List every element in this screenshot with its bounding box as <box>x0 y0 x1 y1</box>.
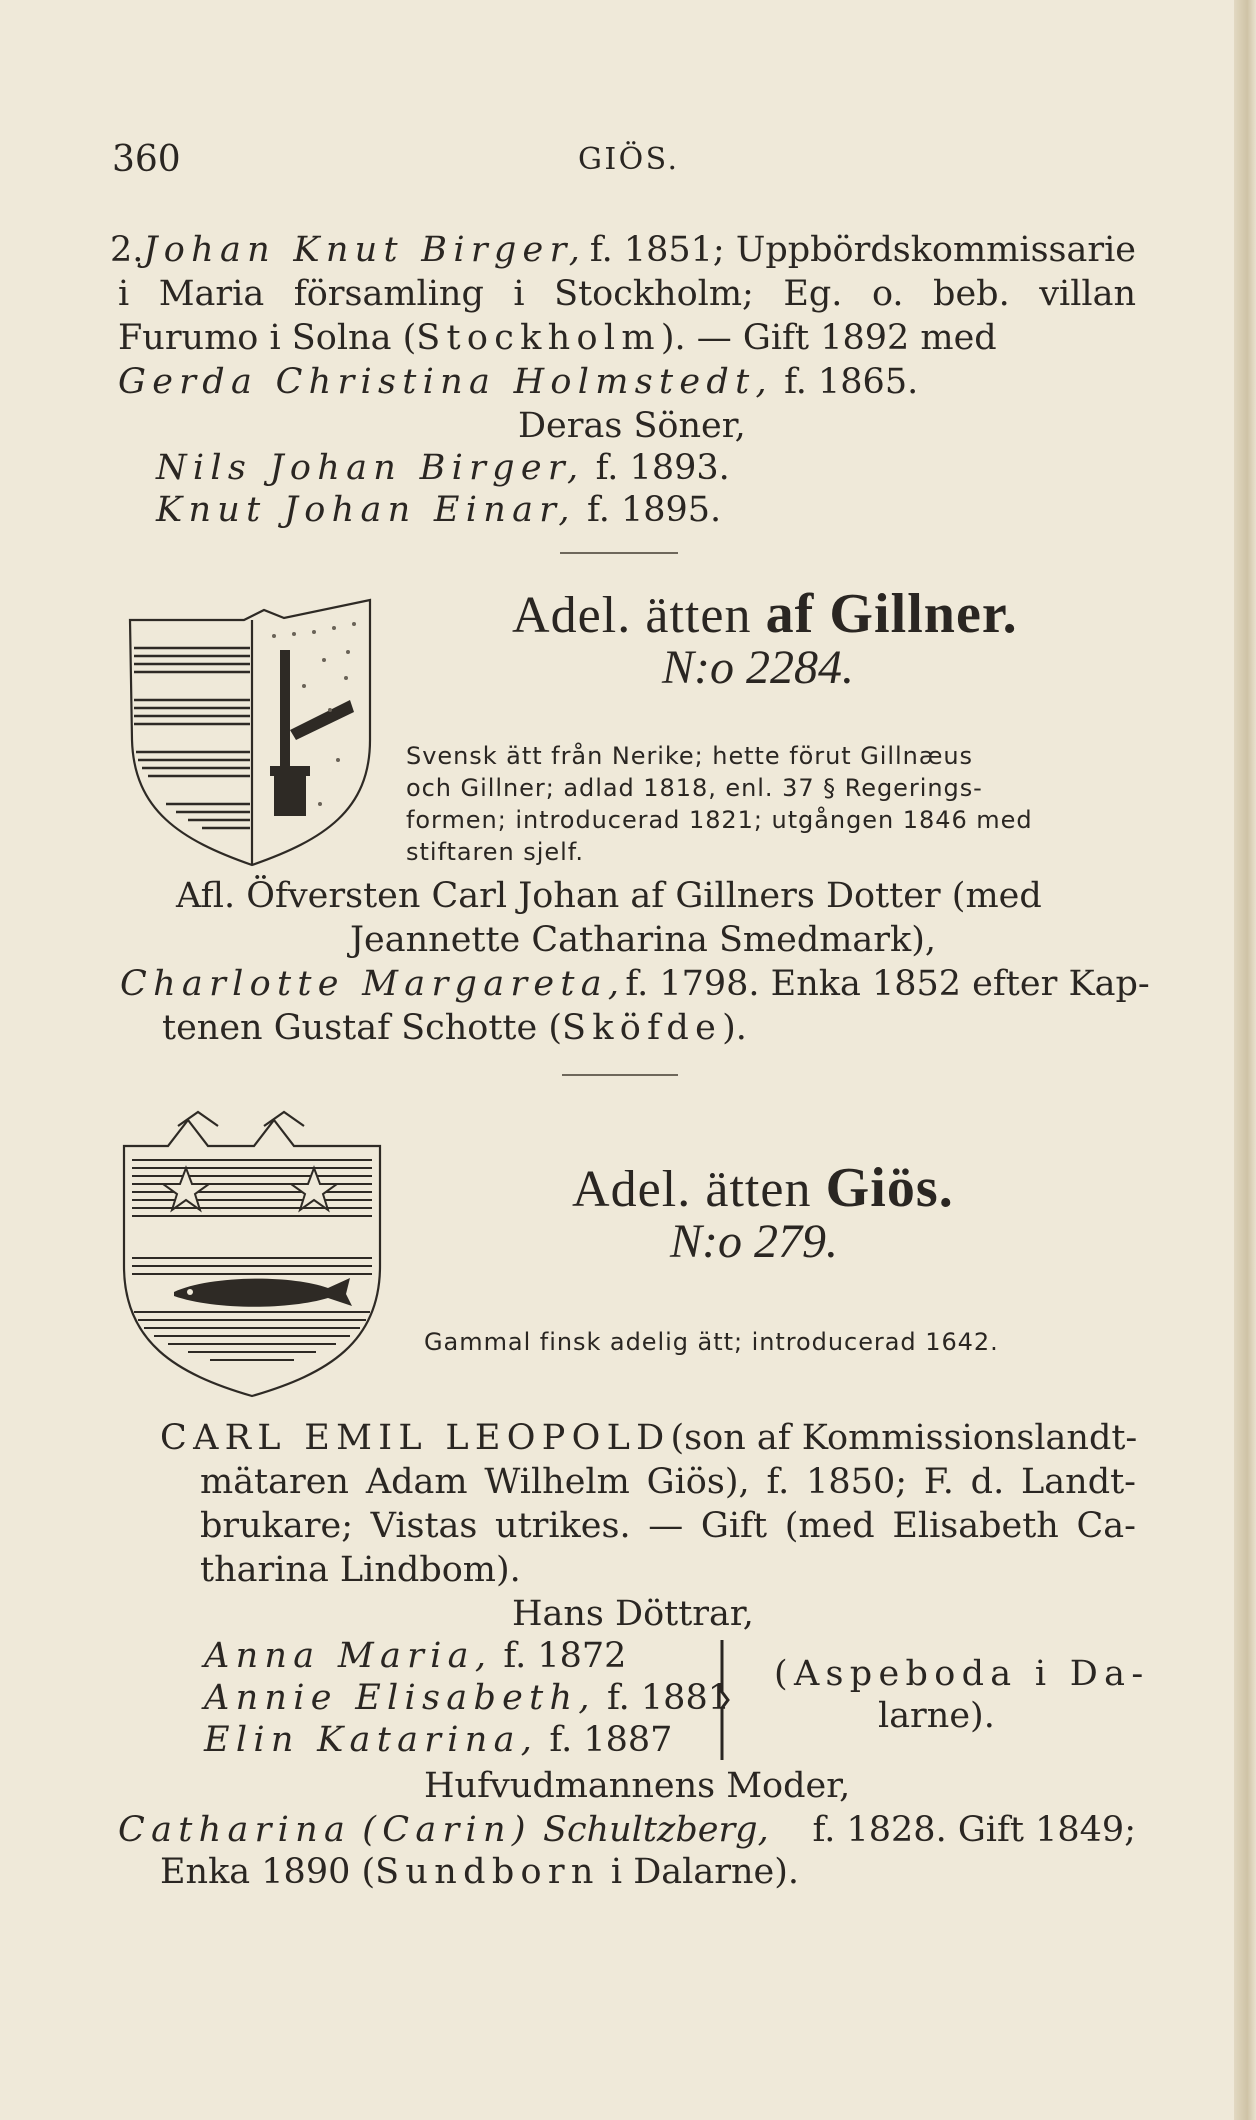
mother-line-1-rest: f. 1828. Gift 1849; <box>812 1810 1136 1850</box>
son-1 <box>156 446 730 490</box>
gios-coat-of-arms <box>118 1106 386 1406</box>
entry-number: 2. <box>110 230 144 270</box>
wife-born: f. 1865. <box>784 362 919 402</box>
gillner-title <box>512 582 1018 646</box>
gillner-desc-3: formen; introducerad 1821; utgången 1846 med <box>406 806 1033 834</box>
son-2-name: Knut Johan Einar, <box>156 490 576 530</box>
carl-name: CARL EMIL LEOPOLD <box>160 1418 671 1458</box>
mother-nickname: (Carin) <box>362 1810 532 1850</box>
gillner-afl-4-a: tenen Gustaf Schotte ( <box>162 1008 562 1048</box>
gios-title-name: Giös. <box>825 1157 954 1219</box>
johan-line-4 <box>118 360 918 404</box>
page-number: 360 <box>112 139 181 180</box>
gios-title-prefix: Adel. ätten <box>572 1161 812 1218</box>
daughter-2-born: f. 1881 <box>606 1678 730 1718</box>
daughter-3 <box>204 1718 672 1762</box>
gillner-title-prefix: Adel. ätten <box>512 587 752 644</box>
sundborn-place: Sundborn <box>375 1852 600 1892</box>
daughters-place-b: larne). <box>878 1696 995 1736</box>
daughter-1-born: f. 1872 <box>503 1636 627 1676</box>
daughters-heading: Hans Döttrar, <box>512 1594 754 1634</box>
daughters-place-a: (Aspeboda i Da- <box>774 1654 1150 1694</box>
daughter-1-name: Anna Maria, <box>204 1636 493 1676</box>
running-title: GIÖS. <box>578 142 680 177</box>
gillner-afl-3 <box>120 962 1150 1006</box>
skofde-place: Sköfde <box>562 1008 723 1048</box>
gillner-afl-3-rest: f. 1798. Enka 1852 efter Kap- <box>625 964 1150 1004</box>
daughters-brace <box>708 1636 738 1764</box>
johan-line-3 <box>118 316 1136 360</box>
carl-line-1-rest: (son af Kommissionslandt- <box>670 1418 1138 1458</box>
gillner-coat-of-arms <box>124 590 378 870</box>
page-edge-shadow <box>1234 0 1256 2120</box>
johan-line-1 <box>110 228 1136 272</box>
section-divider <box>560 552 678 554</box>
johan-line-3-a: Furumo i Solna ( <box>118 318 417 358</box>
johan-line-3-c: ). — Gift 1892 med <box>660 318 997 358</box>
son-2-born: f. 1895. <box>587 490 722 530</box>
johan-place: Stockholm <box>416 318 661 358</box>
gillner-desc-1: Svensk ätt från Nerike; hette förut Gillnæus <box>406 742 974 770</box>
gillner-desc-2: och Gillner; adlad 1818, enl. 37 § Regerings- <box>406 774 983 802</box>
mother-name: Catharina <box>118 1810 352 1850</box>
mother-surname: Schultzberg, <box>542 1810 769 1850</box>
son-2 <box>156 488 721 532</box>
gillner-afl-4 <box>162 1006 747 1050</box>
gios-desc: Gammal finsk adelig ätt; introducerad 1642. <box>424 1328 999 1356</box>
carl-line-3: brukare; Vistas utrikes. — Gift (med Elisabeth Ca- <box>200 1506 1136 1546</box>
gillner-title-name: af Gillner. <box>765 583 1018 645</box>
wife-name: Gerda Christina Holmstedt, <box>118 362 773 402</box>
mother-heading: Hufvudmannens Moder, <box>424 1766 851 1806</box>
son-1-born: f. 1893. <box>595 448 730 488</box>
gillner-afl-2: Jeannette Catharina Smedmark), <box>350 920 937 960</box>
gillner-afl-4-c: ). <box>722 1008 747 1048</box>
gios-number: N:o 279. <box>670 1215 838 1268</box>
carl-line-1 <box>160 1416 1136 1460</box>
daughter-2 <box>204 1676 730 1720</box>
gillner-desc-4: stiftaren sjelf. <box>406 838 584 866</box>
daughter-3-name: Elin Katarina, <box>204 1720 539 1760</box>
charlotte-name: Charlotte Margareta, <box>120 964 626 1004</box>
daughter-1 <box>204 1634 626 1678</box>
johan-name: Johan Knut Birger, <box>143 230 587 270</box>
sons-heading: Deras Söner, <box>518 406 746 446</box>
johan-line-1-rest: f. 1851; Uppbördskommissarie <box>589 230 1136 270</box>
gillner-number: N:o 2284. <box>662 641 854 694</box>
son-1-name: Nils Johan Birger, <box>156 448 585 488</box>
daughter-2-name: Annie Elisabeth, <box>204 1678 596 1718</box>
mother-line-2-c: i Dalarne). <box>610 1852 799 1892</box>
mother-line-2-a: Enka 1890 ( <box>160 1852 376 1892</box>
gios-title <box>572 1156 954 1220</box>
johan-line-2: i Maria församling i Stockholm; Eg. o. beb. villan <box>118 274 1136 314</box>
section-divider-2 <box>562 1074 678 1076</box>
carl-line-2: mätaren Adam Wilhelm Giös), f. 1850; F. d. Landt- <box>200 1462 1136 1502</box>
daughter-3-born: f. 1887 <box>549 1720 673 1760</box>
mother-line-2 <box>160 1850 799 1894</box>
gillner-afl-1: Afl. Öfversten Carl Johan af Gillners Dotter (med <box>176 876 1042 916</box>
mother-line-1 <box>118 1808 1136 1852</box>
carl-line-4: tharina Lindbom). <box>200 1550 521 1590</box>
